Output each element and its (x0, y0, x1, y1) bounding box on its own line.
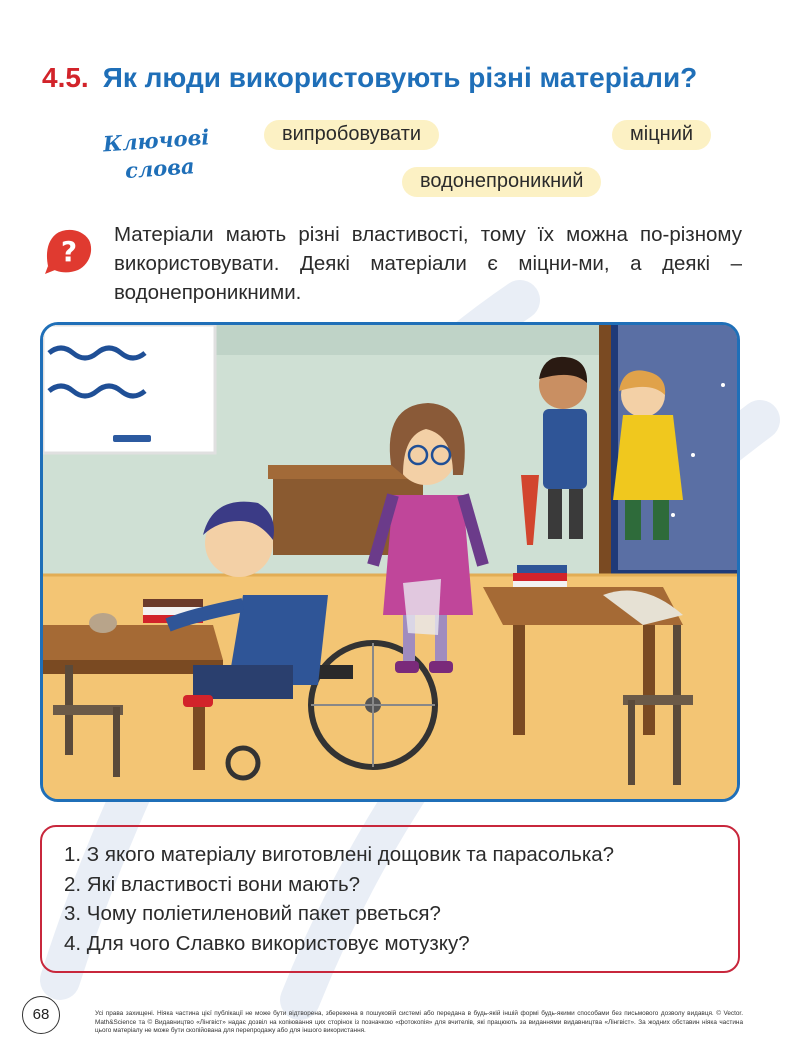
lesson-number: 4.5. (42, 62, 89, 93)
question-item: 4. Для чого Славко використовує мотузку? (64, 931, 470, 955)
questions-list (64, 840, 738, 958)
lesson-heading: Як люди використовують різні матеріали? (102, 62, 698, 93)
question-item: 1. З якого матеріалу виготовлені дощовик та парасолька? (64, 843, 615, 866)
question-item: 2. Які властивості вони мають? (64, 872, 361, 896)
question-icon (44, 226, 94, 276)
questions-box (40, 825, 740, 973)
copyright-notice: Усі права захищені. Ніяка частина цієї публікації не може бути відтворена, збережена в пошуковій системі або передана в будь-якій іншій формі будь-якими способами без письмового дозволу видавця. © Vector. Math&Science та © Видавництво «Лінгвіст» надає дозвіл на копіювання цих сторінок із позначкою «фотокопія» для вчителів, які працюють за виданнями видавництва «Лінгвіст». За жодних обставин ніяка частина цього матеріалу не може бути скопійована для перепродажу або для іншого використання. (95, 1010, 743, 1034)
lesson-title (42, 62, 697, 94)
classroom-illustration (40, 322, 740, 802)
keywords-label (102, 122, 236, 187)
intro-paragraph: Матеріали мають різні властивості, тому їх можна по-різному використовувати. Деякі матеріали є міцни-ми, а деякі – водонепроникними. (114, 223, 742, 304)
keyword-chip: випробовувати (264, 120, 439, 150)
svg-text:?: ? (60, 235, 78, 268)
keywords-label-line2: слова (124, 153, 196, 184)
question-item: 3. Чому поліетиленовий пакет рветься? (64, 902, 441, 925)
keyword-chip: водонепроникний (402, 167, 601, 197)
keyword-chip: міцний (612, 120, 711, 150)
page-number: 68 (22, 996, 60, 1034)
keywords-label-line1: Ключові (102, 124, 211, 157)
